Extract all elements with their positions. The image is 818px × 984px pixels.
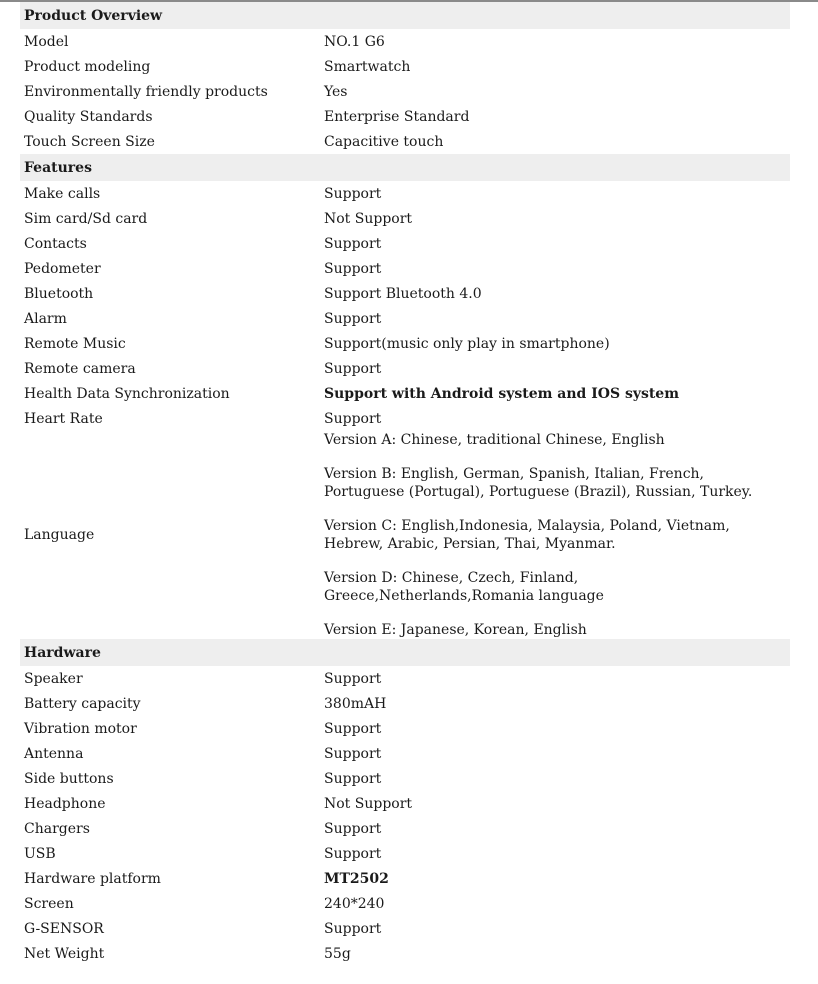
- spec-label: Make calls: [24, 185, 101, 202]
- spec-label: Heart Rate: [24, 410, 103, 427]
- spec-row: [20, 356, 790, 381]
- spec-value: Yes: [324, 83, 348, 100]
- spec-label: Remote camera: [24, 360, 136, 377]
- spec-value: Support: [324, 770, 382, 787]
- spec-label: Screen: [24, 895, 74, 912]
- spec-value: Support(music only play in smartphone): [324, 335, 610, 352]
- spec-row: [20, 916, 790, 941]
- spec-row: [20, 79, 790, 104]
- spec-value: Support: [324, 235, 382, 252]
- spec-row: [20, 666, 790, 691]
- spec-row: [20, 331, 790, 356]
- spec-value: 380mAH: [324, 695, 387, 712]
- section-header-product-overview: [20, 2, 790, 29]
- spec-value: Not Support: [324, 210, 413, 227]
- spec-row: [20, 29, 790, 54]
- spec-label: Contacts: [24, 235, 87, 252]
- spec-value: Support Bluetooth 4.0: [324, 285, 482, 302]
- spec-value: 240*240: [324, 895, 385, 912]
- spec-value: Support: [324, 260, 382, 277]
- language-version: Version A: Chinese, traditional Chinese, English: [324, 432, 665, 448]
- spec-label: Environmentally friendly products: [24, 83, 268, 100]
- spec-label: Sim card/Sd card: [24, 210, 148, 227]
- spec-row: [20, 381, 790, 406]
- spec-value: Support: [324, 360, 382, 377]
- spec-label: Touch Screen Size: [24, 133, 155, 150]
- spec-row: [20, 791, 790, 816]
- spec-row: [20, 306, 790, 331]
- spec-row: [20, 256, 790, 281]
- spec-row: [20, 104, 790, 129]
- spec-label: Bluetooth: [24, 285, 94, 302]
- spec-label: G-SENSOR: [24, 920, 104, 937]
- spec-label: Hardware platform: [24, 870, 161, 887]
- spec-value: Smartwatch: [324, 58, 411, 75]
- spec-row: [20, 54, 790, 79]
- spec-label: Side buttons: [24, 770, 114, 787]
- spec-value: Support: [324, 920, 382, 937]
- spec-value: 55g: [324, 945, 351, 962]
- spec-table: [20, 2, 790, 966]
- spec-row: [20, 941, 790, 966]
- spec-row: [20, 406, 790, 431]
- spec-label: Headphone: [24, 795, 106, 812]
- spec-value: NO.1 G6: [324, 33, 385, 50]
- spec-row: [20, 431, 790, 639]
- spec-value: Capacitive touch: [324, 133, 444, 150]
- spec-table-body: [20, 2, 790, 966]
- spec-label: Vibration motor: [24, 720, 137, 737]
- spec-label: Remote Music: [24, 335, 126, 352]
- spec-label: Pedometer: [24, 260, 101, 277]
- spec-row: [20, 691, 790, 716]
- spec-label: Speaker: [24, 670, 83, 687]
- spec-row: [20, 816, 790, 841]
- spec-label: Net Weight: [24, 945, 105, 962]
- spec-value: Support: [324, 820, 382, 837]
- spec-value: Support: [324, 720, 382, 737]
- spec-label: Quality Standards: [24, 108, 153, 125]
- spec-label: Health Data Synchronization: [24, 385, 230, 402]
- spec-value-list: [320, 431, 790, 639]
- spec-row: [20, 766, 790, 791]
- spec-label: Alarm: [24, 310, 67, 327]
- spec-label: Antenna: [24, 745, 84, 762]
- spec-row: [20, 181, 790, 206]
- spec-value: Support: [324, 845, 382, 862]
- spec-label: Battery capacity: [24, 695, 141, 712]
- spec-value: Support: [324, 410, 382, 427]
- spec-value: Not Support: [324, 795, 413, 812]
- language-version: Version E: Japanese, Korean, English: [324, 622, 587, 638]
- section-title: Hardware: [20, 639, 790, 666]
- section-title: Features: [20, 154, 790, 181]
- language-version: Version D: Chinese, Czech, Finland, Greece,Netherlands,Romania language: [324, 570, 604, 604]
- spec-value: Support: [324, 185, 382, 202]
- spec-value: Support: [324, 745, 382, 762]
- section-title: Product Overview: [20, 2, 790, 29]
- spec-value: MT2502: [324, 870, 389, 887]
- spec-label: USB: [24, 845, 56, 862]
- spec-row: [20, 281, 790, 306]
- spec-label: Product modeling: [24, 58, 151, 75]
- spec-label: Model: [24, 33, 69, 50]
- language-version: Version B: English, German, Spanish, Italian, French, Portuguese (Portugal), Portuguese (Brazil), Russian, Turkey.: [324, 466, 753, 500]
- spec-value: Support with Android system and IOS system: [324, 385, 680, 402]
- spec-row: [20, 716, 790, 741]
- spec-value: Enterprise Standard: [324, 108, 470, 125]
- spec-row: [20, 206, 790, 231]
- spec-row: [20, 866, 790, 891]
- section-header-hardware: [20, 639, 790, 666]
- spec-row: [20, 231, 790, 256]
- spec-value: Support: [324, 310, 382, 327]
- language-version: Version C: English,Indonesia, Malaysia, Poland, Vietnam, Hebrew, Arabic, Persian, Thai, Myanmar.: [324, 518, 730, 552]
- section-header-features: [20, 154, 790, 181]
- spec-row: [20, 841, 790, 866]
- spec-label: Language: [24, 527, 95, 543]
- spec-value: Support: [324, 670, 382, 687]
- spec-row: [20, 741, 790, 766]
- spec-row: [20, 129, 790, 154]
- spec-label: Chargers: [24, 820, 90, 837]
- spec-row: [20, 891, 790, 916]
